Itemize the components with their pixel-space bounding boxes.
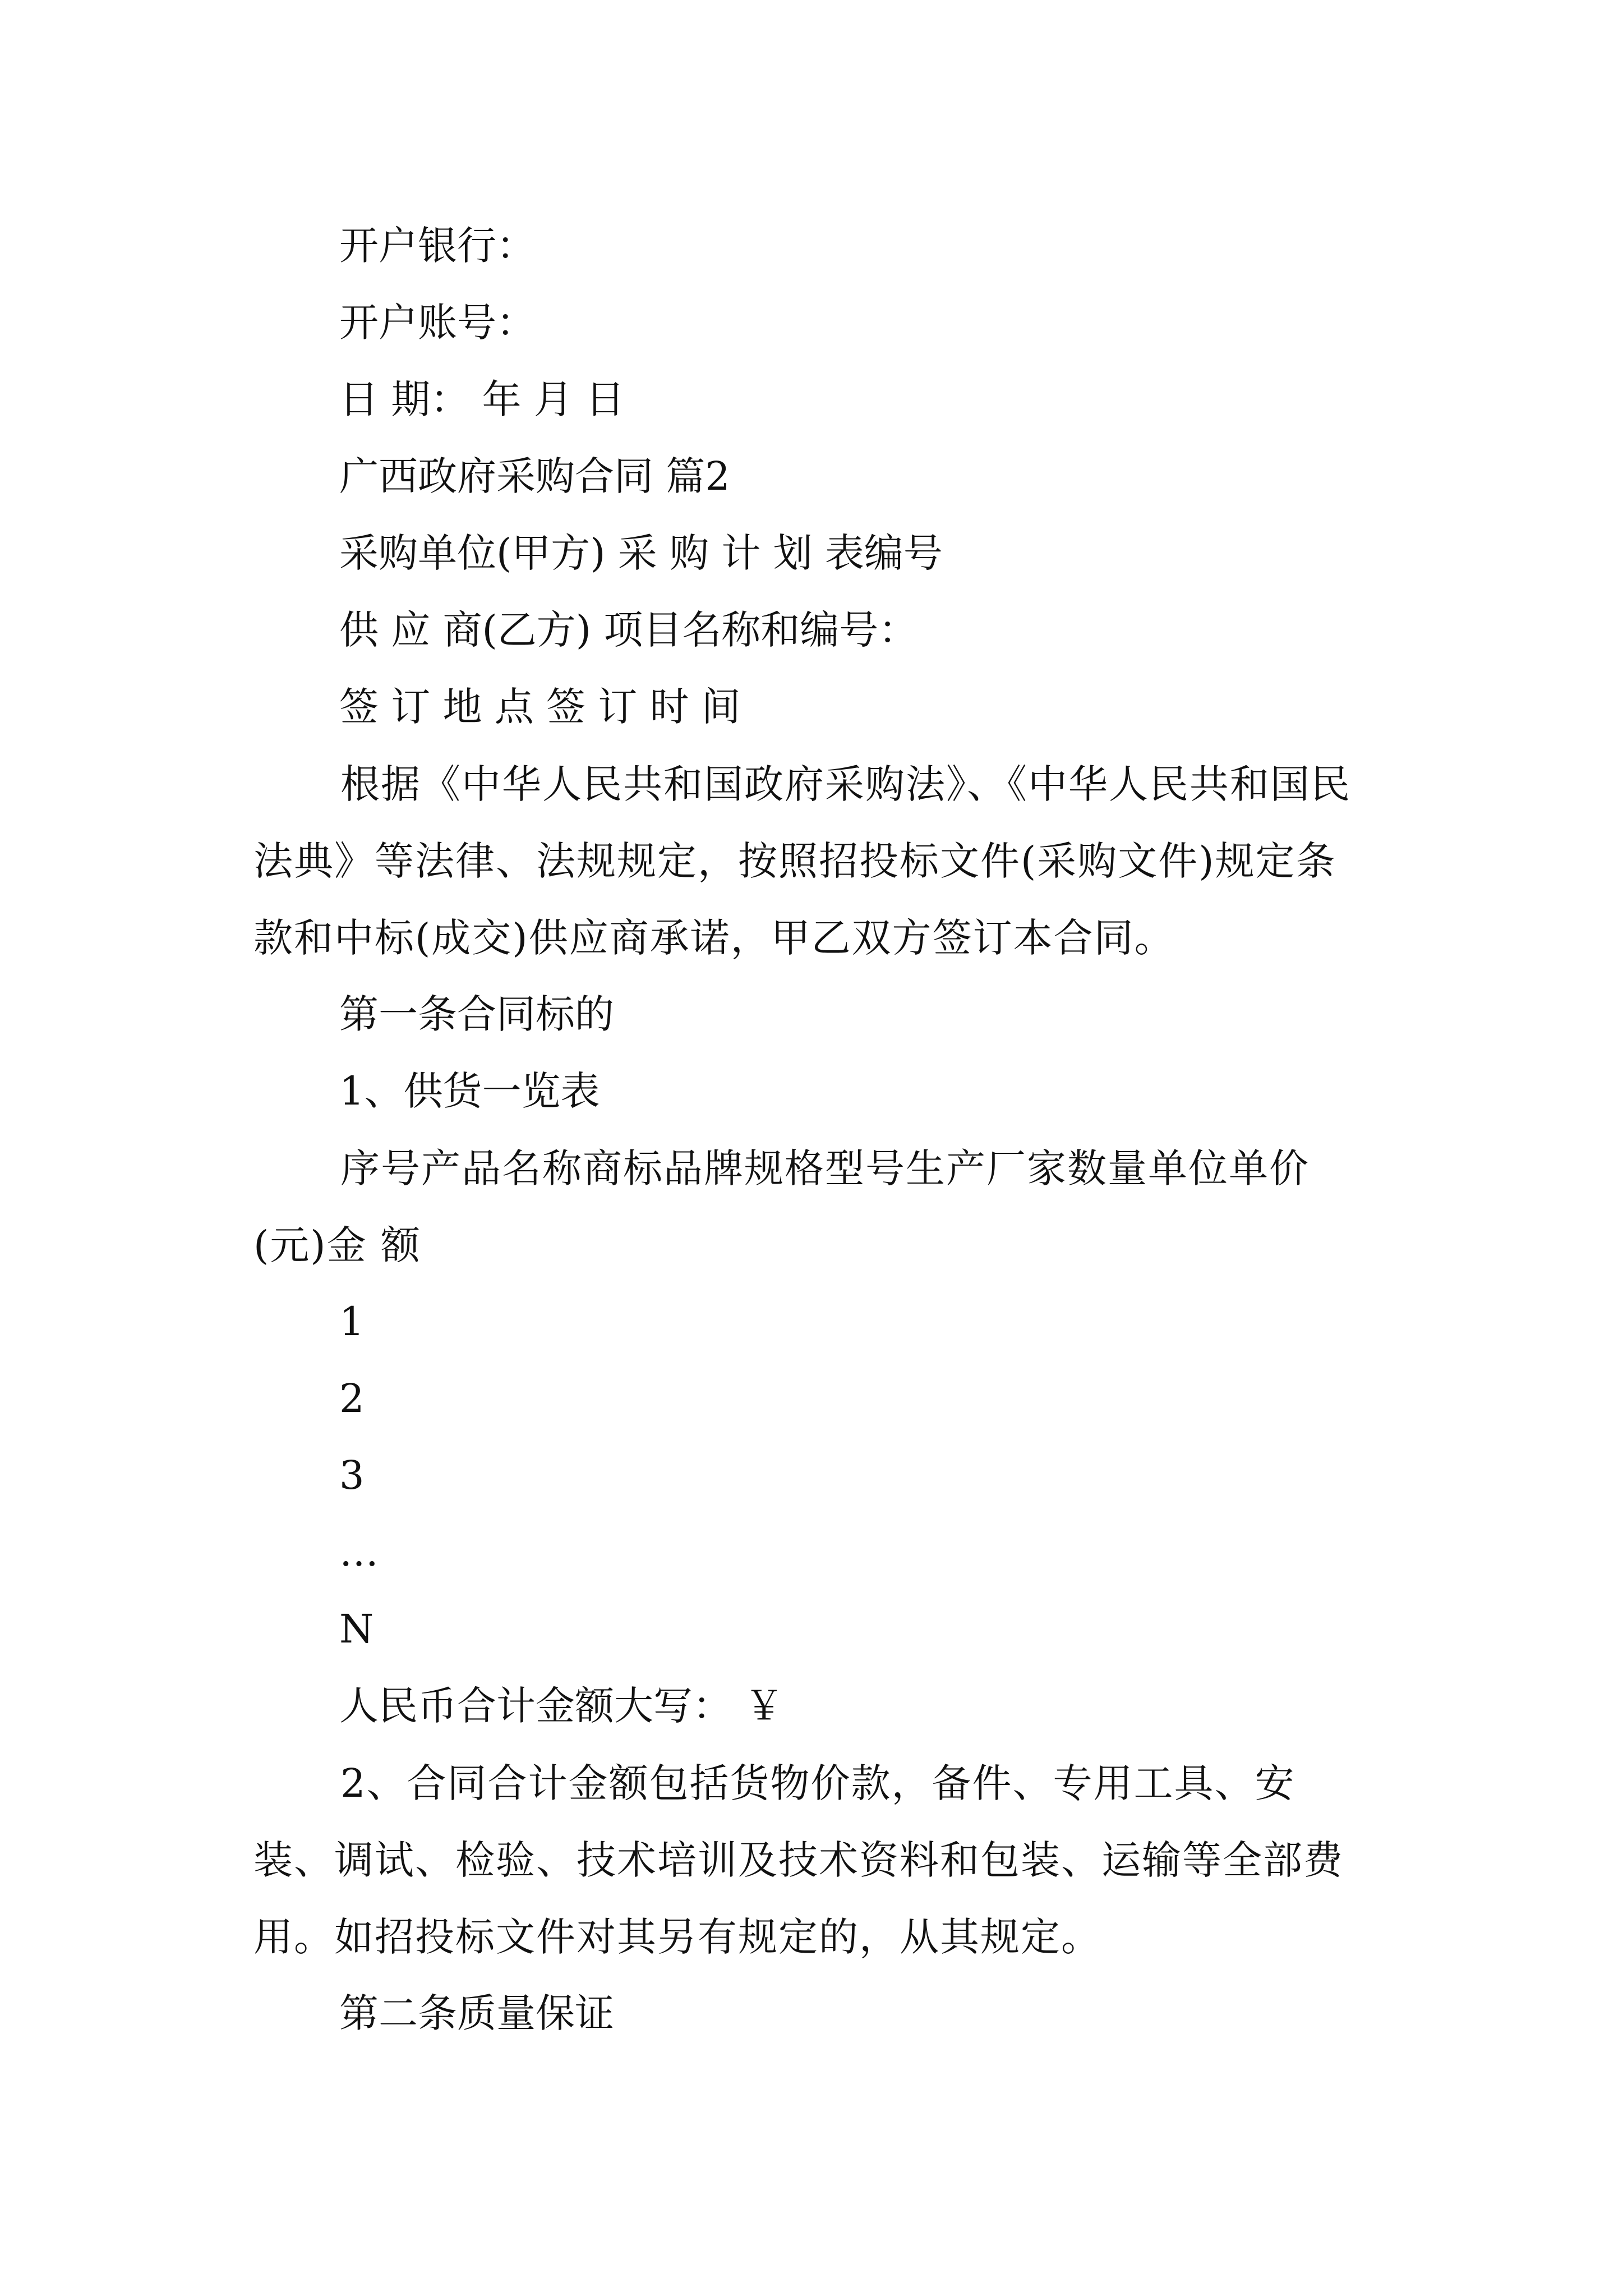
intro-paragraph: 根据《中华人民共和国政府采购法》、《中华人民共和国民法典》等法律、法规规定，按照招投标文件(采购文件)规定条款和中标(成交)供应商承诺，甲乙双方签订本合同。 [253,761,1351,961]
article-2-heading: 第二条质量保证 [339,1990,614,2036]
clause-2-paragraph: 2、合同合计金额包括货物价款，备件、专用工具、安装、调试、检验、技术培训及技术资料和包装、运输等全部费用。如招投标文件对其另有规定的，从其规定。 [253,1760,1344,1960]
section-title: 广西政府采购合同 篇2 [339,453,730,499]
account-line: 开户账号： [339,300,536,346]
date-line: 日 期： 年 月 日 [339,376,625,422]
total-in-words: 人民币合计金额大写： ￥ [339,1683,784,1729]
table-row-3: 3 [339,1452,365,1498]
supplier-row: 供 应 商(乙方) 项目名称和编号： [339,607,918,653]
supply-list-title: 1、供货一览表 [339,1068,600,1114]
table-row-n: N [339,1606,374,1652]
buyer-row: 采购单位(甲方) 采 购 计 划 表编号 [339,530,943,576]
sign-row: 签 订 地 点 签 订 时 间 [339,684,741,730]
table-row-ellipsis: … [339,1529,379,1575]
article-1-heading: 第一条合同标的 [339,991,614,1037]
bank-line: 开户银行： [339,223,536,269]
table-row-2: 2 [339,1375,365,1421]
table-row-1: 1 [339,1299,365,1345]
table-header: 序号产品名称商标品牌规格型号生产厂家数量单位单价(元)金 额 [253,1145,1310,1268]
